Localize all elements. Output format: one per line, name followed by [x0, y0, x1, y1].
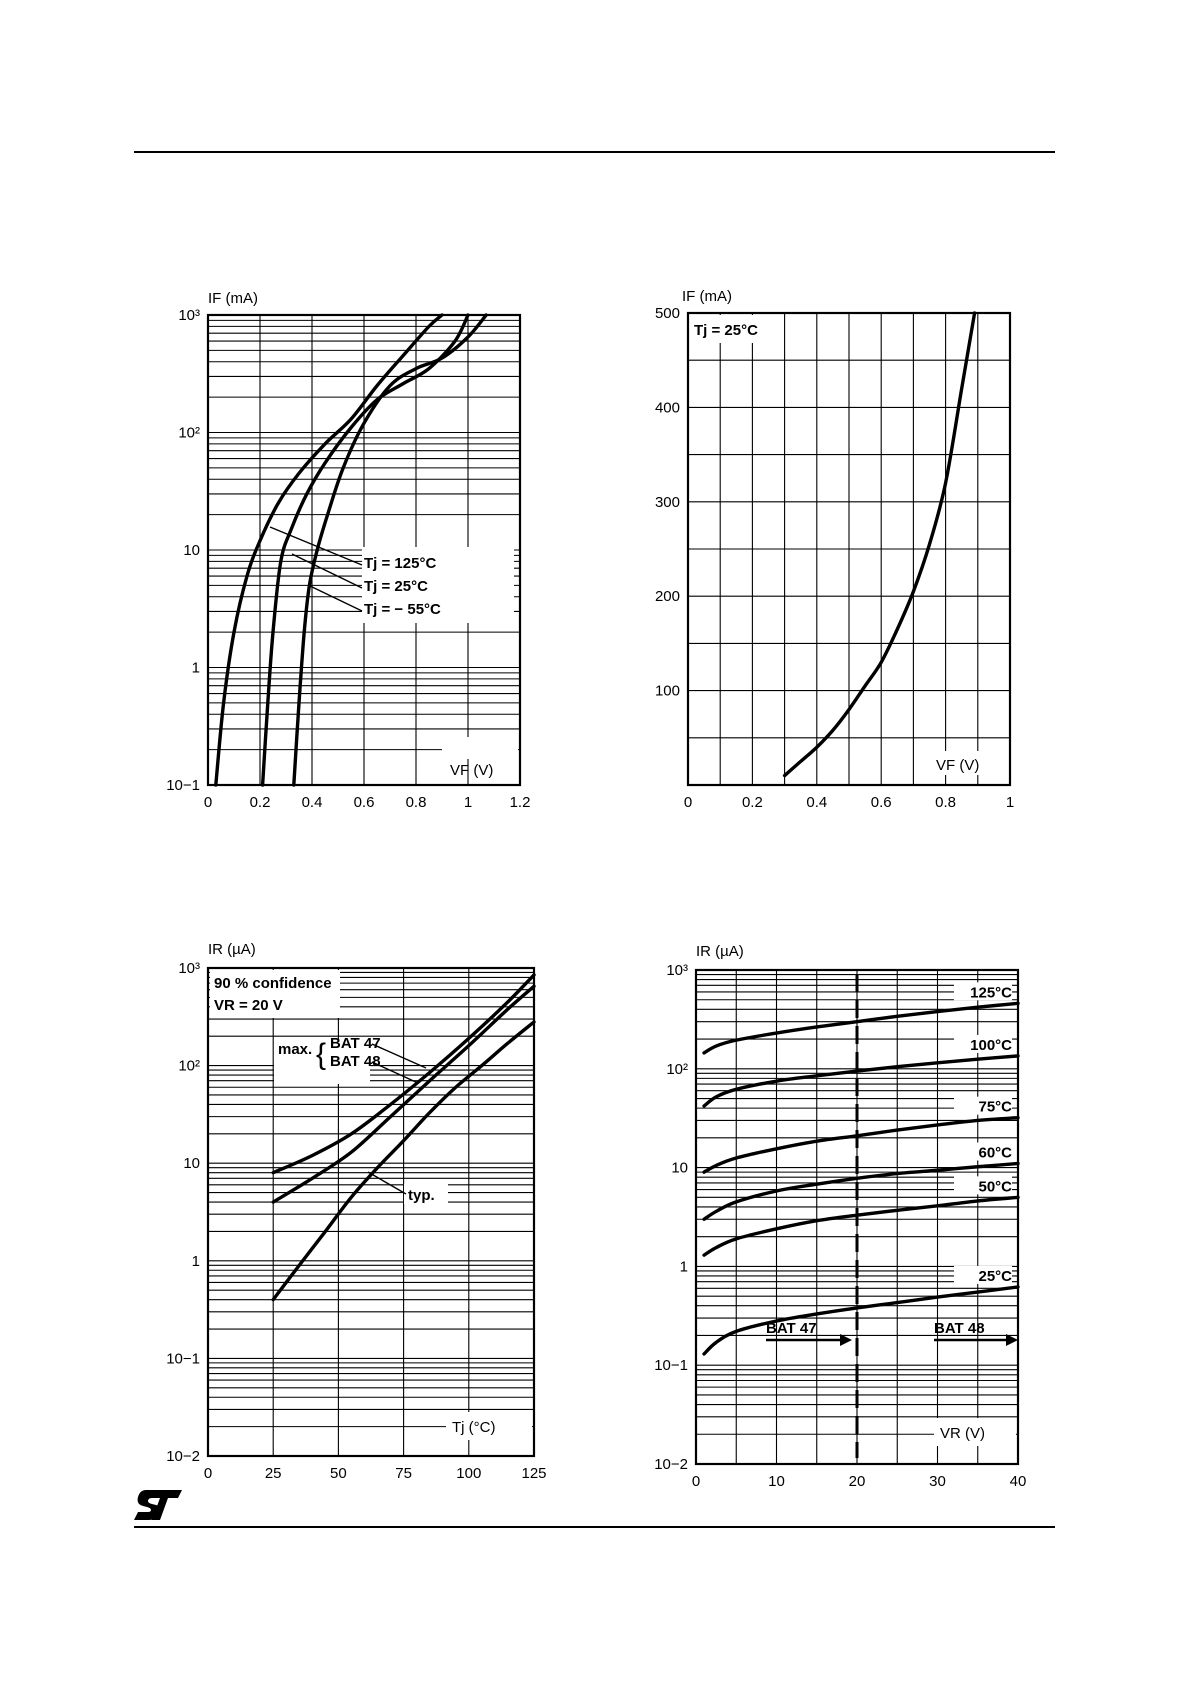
y-tick-label: 10 — [183, 542, 200, 559]
series-label: 60°C — [978, 1144, 1012, 1162]
y-tick-labels — [166, 307, 200, 794]
y-tick-label: 1 — [191, 659, 200, 677]
x-axis-label: VR (V) — [940, 1425, 985, 1442]
max-label: max. — [278, 1041, 313, 1058]
y-tick-label: 10−2 — [166, 1448, 200, 1465]
x-tick-label: 40 — [1009, 1473, 1027, 1490]
y-tick-label: 10³ — [666, 962, 688, 979]
x-axis-label: Tj (°C) — [452, 1419, 496, 1436]
y-tick-label: 10 — [671, 1159, 688, 1177]
y-axis-label: IR (µA) — [696, 943, 744, 960]
st-logo-icon — [134, 1488, 184, 1522]
chart-ir-tj — [150, 940, 550, 1482]
x-axis-label: VF (V) — [936, 757, 980, 774]
bat47-label: BAT 47 — [330, 1035, 381, 1052]
leader-line-minus55 — [308, 585, 362, 611]
y-tick-label: 10 — [183, 1155, 200, 1173]
y-tick-label: 200 — [654, 588, 680, 606]
x-tick-label: 25 — [264, 1465, 282, 1482]
svg-text:{: { — [316, 1038, 327, 1071]
x-tick-label: 0 — [203, 1465, 213, 1482]
x-tick-label: 0.2 — [249, 794, 271, 811]
y-tick-labels — [166, 960, 200, 1465]
x-tick-label: 125 — [521, 1465, 547, 1482]
x-tick-label: 0.6 — [353, 794, 375, 811]
x-tick-label: 75 — [395, 1465, 412, 1482]
y-tick-label: 10−1 — [654, 1357, 688, 1375]
y-tick-label: 300 — [654, 493, 680, 511]
y-tick-label: 10−1 — [166, 1350, 200, 1368]
y-tick-label: 500 — [654, 305, 680, 322]
x-tick-label: 0.8 — [405, 794, 427, 811]
confidence-note: 90 % confidence — [214, 975, 332, 992]
x-tick-label: 20 — [848, 1473, 866, 1490]
x-tick-label: 0.8 — [935, 794, 957, 811]
series-label: 125°C — [970, 984, 1012, 1002]
y-tick-labels — [655, 305, 680, 700]
x-tick-label: 10 — [768, 1473, 785, 1490]
x-tick-labels — [692, 1473, 1027, 1490]
typ-label: typ. — [408, 1187, 435, 1204]
series-label: 100°C — [970, 1036, 1012, 1054]
y-tick-label: 10³ — [178, 307, 200, 324]
y-axis-label: IF (mA) — [682, 288, 732, 305]
series-label: 75°C — [978, 1098, 1012, 1116]
x-tick-labels — [204, 1465, 547, 1482]
y-tick-label: 1 — [191, 1252, 200, 1270]
leader-line-25 — [292, 554, 362, 588]
region-bat47: BAT 47 — [766, 1320, 817, 1337]
y-tick-label: 10² — [666, 1060, 688, 1078]
x-tick-label: 0 — [203, 794, 213, 811]
series-line-4 — [704, 1197, 1018, 1255]
x-tick-label: 0.4 — [806, 794, 828, 811]
x-tick-labels — [684, 794, 1014, 811]
x-tick-labels — [204, 794, 531, 811]
x-tick-label: 0.4 — [301, 794, 323, 811]
x-tick-label: 1.2 — [509, 794, 531, 811]
chart-if-vf-linear — [640, 285, 1040, 811]
legend-entry-minus55: Tj = − 55°C — [364, 601, 441, 618]
y-tick-label: 10² — [178, 424, 200, 442]
x-tick-label: 100 — [456, 1465, 482, 1482]
y-tick-label: 10³ — [178, 960, 200, 977]
series-label: 50°C — [978, 1178, 1012, 1196]
vr-note: VR = 20 V — [214, 997, 283, 1014]
header-rule — [134, 151, 1055, 153]
y-tick-label: 10−1 — [166, 777, 200, 794]
leader-typ — [368, 1172, 406, 1194]
x-tick-label: 0 — [683, 794, 693, 811]
y-tick-label: 1 — [679, 1258, 688, 1276]
y-axis-label: IR (µA) — [208, 941, 256, 958]
x-tick-label: 0 — [691, 1473, 701, 1490]
bat48-label: BAT 48 — [330, 1053, 381, 1070]
series-label: 25°C — [978, 1267, 1012, 1285]
region-bat48: BAT 48 — [934, 1320, 985, 1337]
x-tick-label: 1 — [463, 794, 473, 811]
y-tick-label: 10−2 — [654, 1456, 688, 1473]
y-tick-label: 100 — [654, 682, 680, 700]
y-tick-label: 400 — [654, 399, 680, 417]
x-tick-label: 0.6 — [870, 794, 892, 811]
chart-ir-vr — [640, 940, 1040, 1490]
footer-rule — [134, 1526, 1055, 1528]
x-tick-label: 50 — [330, 1465, 347, 1482]
x-tick-label: 1 — [1005, 794, 1015, 811]
x-tick-label: 30 — [929, 1473, 946, 1490]
temperature-annotation: Tj = 25°C — [694, 322, 758, 339]
y-axis-label: IF (mA) — [208, 290, 258, 307]
chart-if-vf-log — [150, 285, 550, 811]
x-axis-label: VF (V) — [450, 762, 494, 779]
y-tick-labels — [654, 962, 688, 1473]
legend-entry-125: Tj = 125°C — [364, 555, 437, 572]
legend-entry-25: Tj = 25°C — [364, 578, 428, 595]
x-tick-label: 0.2 — [741, 794, 763, 811]
y-tick-label: 10² — [178, 1057, 200, 1075]
